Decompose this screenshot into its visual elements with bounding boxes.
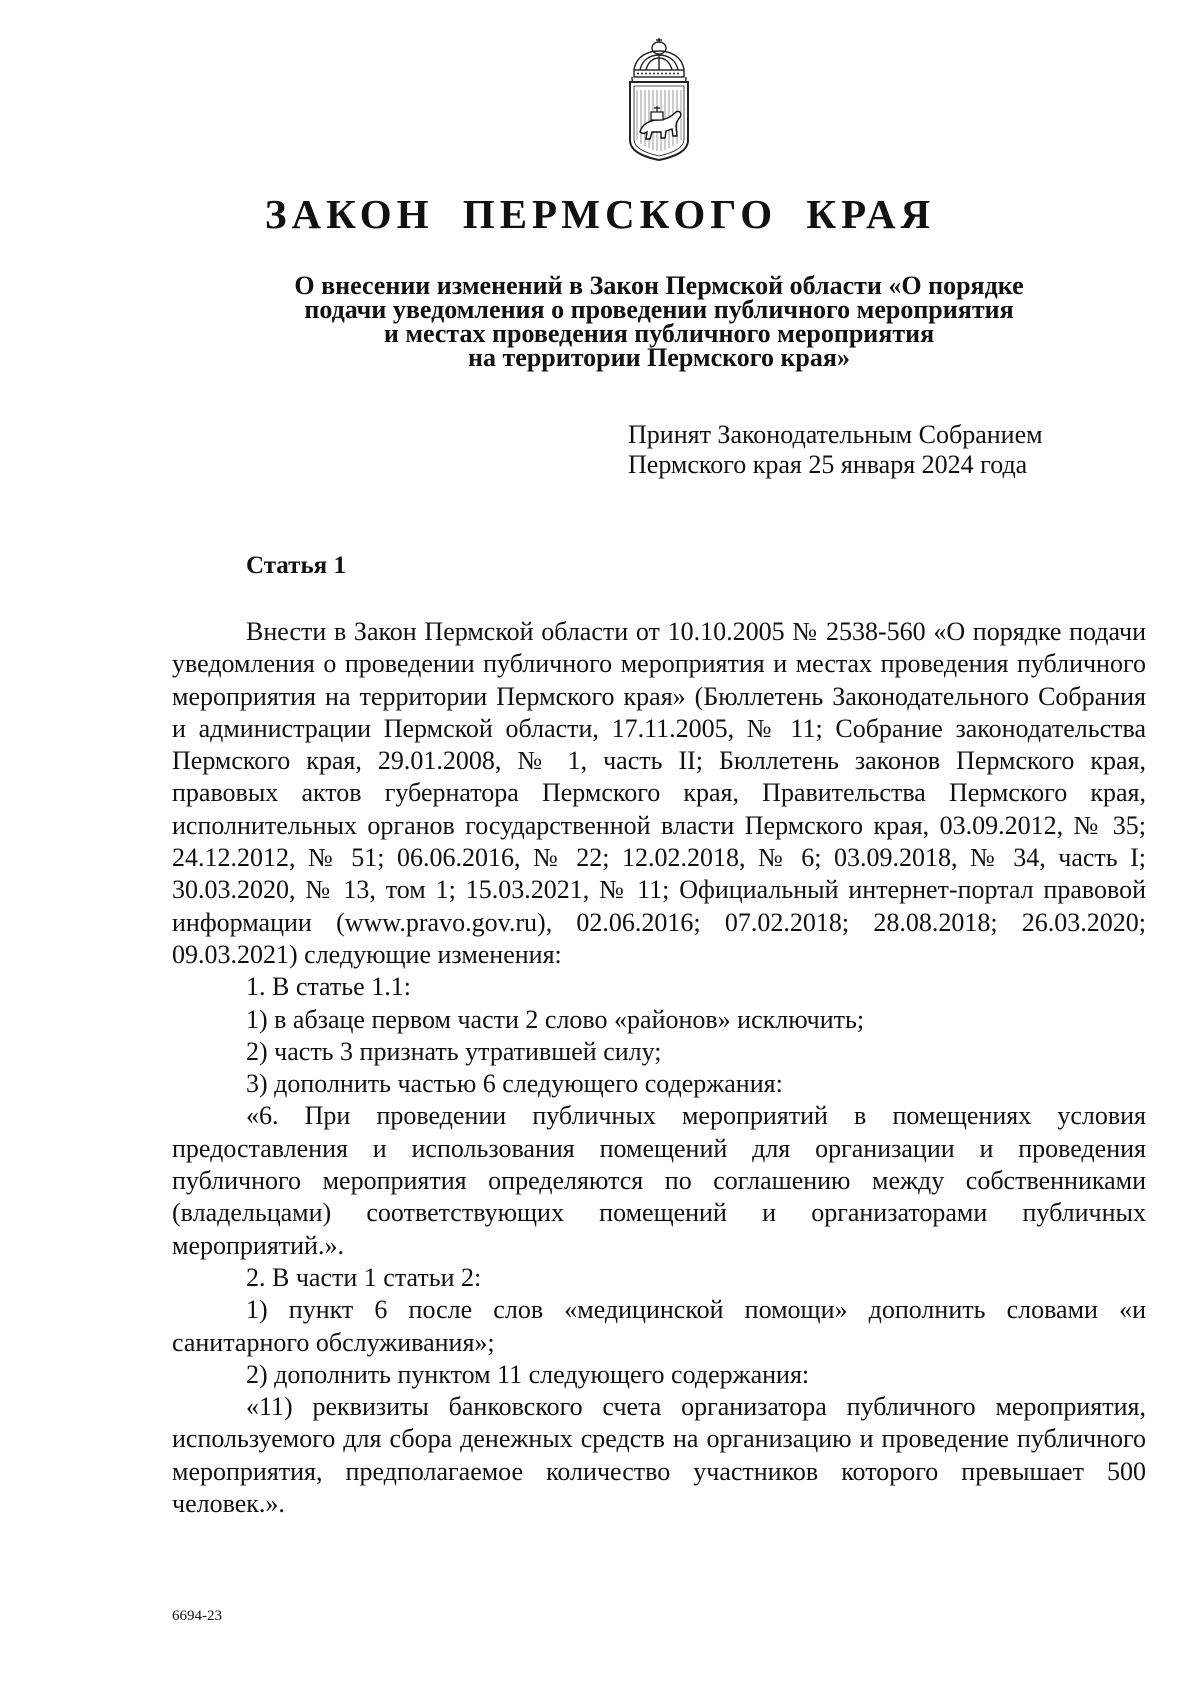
adoption-line: Принят Законодательным Собранием [628,420,1043,449]
paragraph: 2) часть 3 признать утратившей силу; [246,1036,662,1066]
adoption-note [628,420,1043,480]
adoption-line: Пермского края 25 января 2024 года [628,450,1028,479]
subtitle-line: и местах проведения публичного мероприятия [383,319,935,348]
paragraph: «6. При проведении публичных мероприятий в помещениях условия предоставления и использования помещений для организации и проведения публичного мероприятия определяются по соглашению между собственниками (владельцами) соответствующих помещений и организаторами публичных мероприятий.». [172,1101,1146,1260]
paragraph: 1) пункт 6 после слов «медицинской помощи» дополнить словами «и санитарного обслуживания»; [172,1295,1146,1357]
paragraph: «11) реквизиты банковского счета организатора публичного мероприятия, используемого для сбора денежных средств на организацию и проведение публичного мероприятия, предполагаемое количество участников которого превышает 500 человек.». [172,1392,1146,1519]
paragraph: 1) в абзаце первом части 2 слово «районов» исключить; [246,1004,865,1034]
law-title: ЗАКОН ПЕРМСКОГО КРАЯ [264,191,936,237]
paragraph: 1. В статье 1.1: [246,972,411,1002]
paragraph: 2) дополнить пунктом 11 следующего содержания: [246,1359,810,1389]
document-code: 6694-23 [172,1608,222,1624]
subtitle-line: на территории Пермского края» [468,343,850,372]
paragraph: 3) дополнить частью 6 следующего содержания: [246,1069,783,1099]
subtitle-line: подачи уведомления о проведении публичного мероприятия [304,295,1014,324]
article-heading: Статья 1 [246,552,346,579]
law-subtitle [250,271,1068,372]
paragraph: 2. В части 1 статьи 2: [246,1262,482,1292]
paragraph: Внести в Закон Пермской области от 10.10.2005 № 2538-560 «О порядке подачи уведомления о проведении публичного мероприятия и местах проведения публичного мероприятия на территории Пермского края» (Бюллетень Законодательного Собрания и администрации Пермской области, 17.11.2005, № 11; Собрание законодательства Пермского края, 29.01.2008, № 1, часть II; Бюллетень законов Пермского края, правовых актов губернатора Пермского края, Правительства Пермского края, исполнительных органов государственной власти Пермского края, 03.09.2012, № 35; 24.12.2012, № 51; 06.06.2016, № 22; 12.02.2018, № 6; 03.09.2018, № 34, часть I; 30.03.2020, № 13, том 1; 15.03.2021, № 11; Официальный интернет-портал правовой информации (www.pravo.gov.ru), 02.06.2016; 07.02.2018; 28.08.2018; 26.03.2020; 09.03.2021) следующие изменения: [172,617,1146,969]
article-body [172,616,1146,1520]
coat-of-arms-icon [620,36,698,162]
subtitle-line: О внесении изменений в Закон Пермской области «О порядке [294,271,1024,300]
